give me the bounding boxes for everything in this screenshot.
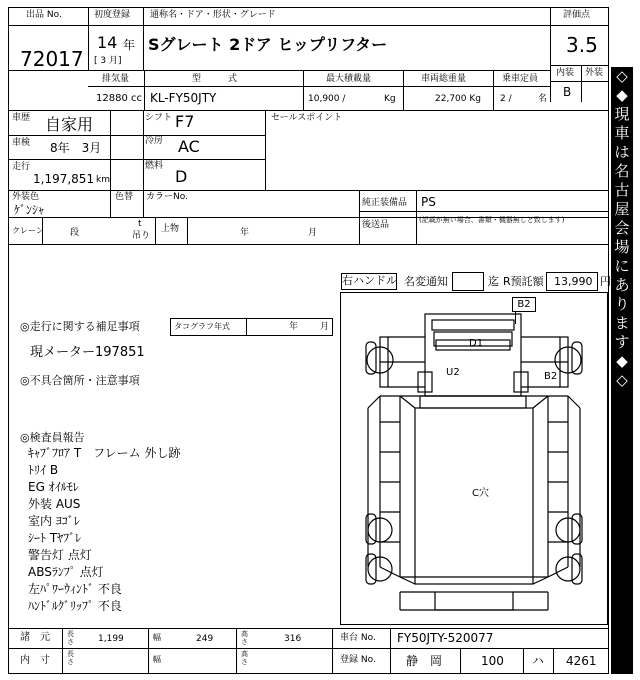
- inspector-report-item: EG ｵｲﾙﾓﾚ: [28, 480, 79, 494]
- registration-number: 4261: [566, 654, 597, 668]
- capacity-unit: 名: [538, 94, 548, 104]
- type-label: 型 式: [192, 74, 238, 84]
- length-label: 長さ: [67, 630, 74, 646]
- mileage-label: 走行: [12, 162, 31, 172]
- post-shipping-note: (記載が無い場合、書類・機器無しと致します): [419, 216, 565, 224]
- displacement-label: 排気量: [102, 74, 130, 84]
- rhd-box: 右ハンドル: [341, 273, 397, 290]
- type-value: KL-FY50JTY: [150, 91, 217, 105]
- inspector-label: ◎検査員報告: [20, 431, 85, 444]
- displacement-value: 12880 cc: [96, 93, 142, 104]
- exterior-grade-label: 外装: [585, 68, 604, 78]
- shift-value: F7: [175, 112, 195, 131]
- length-value: 1,199: [98, 634, 124, 644]
- interior-grade-value: B: [563, 85, 572, 99]
- fuel-label: 燃料: [145, 161, 164, 171]
- inspector-report-item: ﾊﾝﾄﾞﾙｸﾞﾘｯﾌﾟ 不良: [28, 599, 122, 613]
- deadline-label: 迄: [488, 275, 499, 288]
- registration-kana: ハ: [532, 654, 545, 668]
- standard-equipment-value: PS: [421, 195, 436, 209]
- capacity-label: 乗車定員: [502, 74, 539, 84]
- history-label: 車歴: [12, 113, 31, 123]
- grade-label: 評価点: [563, 10, 591, 20]
- post-shipping-label: 後送品: [362, 220, 390, 230]
- chassis-value: FY50JTY-520077: [397, 631, 494, 645]
- inspector-report-item: ABSﾗﾝﾌﾟ 点灯: [28, 565, 104, 579]
- standard-equipment-label: 純正装備品: [362, 198, 408, 208]
- fuel-value: D: [175, 167, 188, 186]
- chassis-label: 車台 No.: [340, 633, 376, 643]
- history-value: 自家用: [45, 115, 94, 134]
- lot-label: 出品 No.: [26, 10, 62, 20]
- inspector-report-item: ｷｬﾌﾞﾌﾛｱ T フレーム 外し跡: [28, 446, 181, 460]
- crane-hang: 吊り: [132, 231, 151, 241]
- ac-value: AC: [178, 137, 200, 156]
- recycle-unit: 円: [600, 275, 611, 288]
- model-name: Sグレート 2ドア ヒップリフター: [148, 35, 388, 54]
- inspection-label: 車検: [12, 138, 31, 148]
- name-change-notice-box: [452, 272, 484, 291]
- registration-label: 登録 No.: [340, 655, 376, 665]
- crane-ton: t: [138, 219, 142, 229]
- max-load-label: 最大積載量: [326, 74, 372, 84]
- crane-label: クレーン: [12, 226, 44, 235]
- capacity-value: 2 /: [500, 94, 512, 104]
- first-reg-label: 初度登録: [94, 10, 131, 20]
- inspector-report-item: 警告灯 点灯: [28, 548, 92, 562]
- color-number-label: カラーNo.: [146, 192, 188, 202]
- max-load-unit: Kg: [384, 94, 396, 104]
- tacograph-month: 月: [320, 322, 330, 332]
- tacograph-year: 年: [289, 322, 299, 332]
- registration-class: 100: [481, 654, 504, 668]
- grade-value: 3.5: [566, 33, 598, 57]
- crane-stage: 段: [70, 228, 80, 238]
- tacograph-label: タコグラフ年式: [174, 322, 230, 331]
- lot-number: 72017: [20, 47, 84, 71]
- damage-mark-d1: D1: [469, 338, 484, 349]
- month-note: [ 3 月]: [94, 56, 122, 66]
- inspector-report-item: 外装 AUS: [28, 497, 81, 511]
- name-label: 通称名・ドア・形状・グレード: [150, 10, 276, 20]
- recycle-value: 13,990: [554, 275, 593, 288]
- crane-year: 年: [240, 228, 250, 238]
- color-change-label: 色替: [115, 192, 134, 202]
- defect-label: ◎不具合箇所・注意事項: [20, 374, 140, 387]
- inspector-report-item: 左ﾊﾟﾜｰｳｨﾝﾄﾞ 不良: [28, 582, 122, 596]
- interior-dims-label: 内 寸: [20, 655, 50, 666]
- mileage-value: 1,197,851: [33, 172, 95, 186]
- registration-area: 静 岡: [406, 654, 443, 668]
- max-load-value: 10,900 /: [308, 94, 346, 104]
- recycle-label: R预託額: [503, 275, 544, 288]
- inspector-report-item: 室内 ﾖｺﾞﾚ: [28, 514, 80, 528]
- ac-label: 冷房: [145, 136, 164, 146]
- width-value: 249: [196, 634, 214, 644]
- mileage-unit: km: [96, 175, 110, 185]
- damage-mark-u2: U2: [446, 367, 460, 378]
- damage-mark-b2-top: B2: [512, 297, 536, 312]
- exterior-color-value: ｹﾞﾝｼｬ: [14, 203, 45, 217]
- width-label: 幅: [153, 633, 161, 642]
- dims-label: 諸 元: [20, 632, 50, 643]
- damage-mark-c-hole: C穴: [472, 488, 489, 499]
- sales-point-label: セールスポイント: [271, 113, 343, 123]
- crane-top-label: 上物: [161, 224, 180, 234]
- inspector-report-item: ｼｰﾄ Tﾔﾌﾞﾚ: [28, 531, 82, 545]
- height-label: 高さ: [241, 630, 248, 646]
- year-unit: 年: [123, 38, 136, 52]
- interior-grade-label: 内装: [556, 68, 575, 78]
- interior-height-label: 高さ: [241, 650, 248, 666]
- gross-weight-label: 車両総重量: [421, 74, 467, 84]
- exterior-color-label: 外装色: [12, 192, 40, 202]
- inspection-value: 8年 3月: [50, 141, 102, 155]
- crane-month: 月: [308, 228, 318, 238]
- venue-banner: ◇ ◆ 現 車 は 名 古 屋 会 場 に あ り ま す ◆ ◇: [611, 67, 633, 674]
- damage-mark-b2-side: B2: [544, 371, 558, 382]
- inspector-report-item: ﾄﾘｲ B: [28, 463, 59, 477]
- name-change-notice-label: 名変通知: [404, 275, 448, 288]
- mileage-note-label: ◎走行に関する補足事項: [20, 320, 140, 333]
- interior-length-label: 長さ: [67, 650, 74, 666]
- height-value: 316: [284, 634, 302, 644]
- meter-line: 現メーター197851: [30, 345, 145, 360]
- shift-label: シフト: [145, 113, 173, 123]
- interior-width-label: 幅: [153, 655, 161, 664]
- gross-weight-value: 22,700 Kg: [435, 94, 481, 104]
- year-value: 14: [97, 33, 118, 52]
